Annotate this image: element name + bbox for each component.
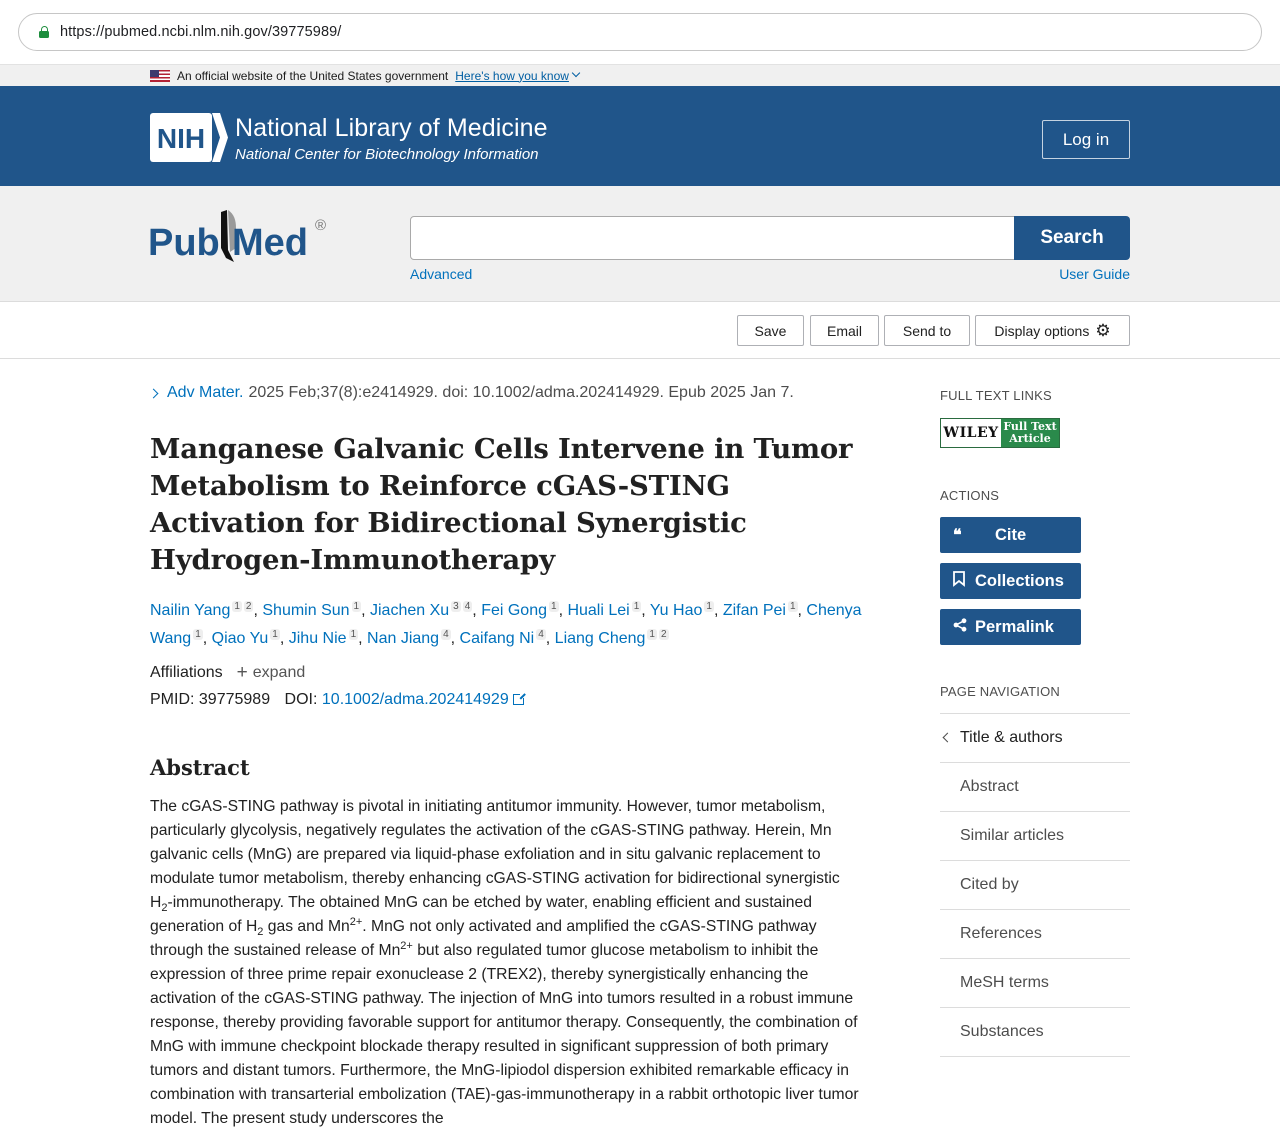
affiliation-ref[interactable]: 1 [789,601,796,612]
affiliation-ref[interactable]: 1 [706,601,712,612]
abstract-fragment: but also regulated tumor glucose metabolism to inhibit the expression of three prime repair exonuclease 2 (TREX2), thereby synergistically enhancing the activation of the cGAS-STING pathway. The injection of MnG into tumors resulted in a robust immune response, thereby providing favorable support for antitumor therapy. Consequently, the combination of MnG with immune checkpoint blockade therapy resulted in significant suppression of both primary tumors and distant tumors. Furthermore, the MnG-lipiodol dispersion exhibited remarkable efficacy in combination with transarterial embolization (TAE)-gas-immunotherapy in a rabbit orthotopic liver tumor model. The present study underscores the [150,942,859,1127]
nih-header [0,86,1280,186]
author-link[interactable]: Huali Lei [567,602,630,619]
cite-button[interactable]: ❝ Cite [940,517,1081,553]
affiliation-ref[interactable]: 4 [538,629,544,640]
doi-label: DOI: [284,691,318,708]
gear-icon: ⚙ [1095,321,1111,340]
abstract-fragment: The cGAS-STING pathway is pivotal in initiating antitumor immunity. However, tumor metabolism, particularly glycolysis, negatively regulates the activation of the cGAS-STING pathway. Herein, Mn galvanic cells (MnG) are prepared via liquid-phase exfoliation and in situ galvanic replacement to modulate tumor metabolism, thereby enhancing cGAS-STING activation for bidirectional synergistic H [150,798,840,911]
author-link[interactable]: Caifang Ni [459,630,535,647]
affiliations-label: Affiliations [150,663,223,681]
author-link[interactable]: Nan Jiang [367,630,440,647]
abstract-fragment: 2 [257,926,264,939]
author-link[interactable]: Fei Gong [481,602,547,619]
affiliation-ref[interactable]: 1 [353,601,360,612]
svg-text:Med: Med [232,222,308,264]
article-main [150,384,865,1131]
page-nav-item[interactable] [940,959,1130,1008]
page-nav-label: Similar articles [960,827,1065,844]
pmid-label: PMID: [150,691,195,708]
permalink-button[interactable]: Permalink [940,609,1081,645]
display-options-button[interactable] [975,315,1130,346]
wiley-logo: WILEY [941,419,1001,447]
page-nav-label: Cited by [960,876,1019,893]
svg-text:NIH: NIH [156,123,206,154]
search-button[interactable]: Search [1014,216,1130,260]
page-nav-label: Substances [960,1023,1044,1040]
affiliation-ref[interactable]: 1 [234,601,240,612]
author-link[interactable]: Shumin Sun [262,602,350,619]
wiley-full-text-link[interactable] [940,418,1060,448]
send-to-button[interactable]: Send to [884,315,970,346]
affiliation-ref[interactable]: 1 [649,629,655,640]
affiliation-ref[interactable]: 1 [350,629,357,640]
ncbi-subtitle: National Center for Biotechnology Information [235,146,539,163]
abstract-fragment: 2 [161,902,168,915]
page-nav-item[interactable] [940,812,1130,861]
pubmed-logo[interactable] [148,208,334,274]
author-link[interactable]: Chenya Wang [150,602,862,647]
affiliation-ref[interactable]: 1 [195,629,201,640]
abstract-fragment: . MnG not only activated and amplified the cGAS-STING pathway through the sustained release of Mn [150,918,817,959]
author-link[interactable]: Yu Hao [649,602,703,619]
actions-heading: ACTIONS [940,488,1000,503]
external-link-icon [513,694,524,705]
us-flag-icon [150,70,170,82]
doi-link[interactable]: 10.1002/adma.202414929 [322,691,524,708]
page-nav-item[interactable] [940,1008,1130,1057]
login-button[interactable]: Log in [1042,120,1130,159]
author-link[interactable]: Liang Cheng [554,630,646,647]
expand-affiliations-button[interactable]: expand [252,663,306,681]
page-nav-item[interactable] [940,910,1130,959]
collections-button[interactable]: Collections [940,563,1081,599]
page-nav-item[interactable] [940,714,1130,763]
nlm-title: National Library of Medicine [235,114,548,142]
gov-banner-text: An official website of the United States government [177,68,449,83]
svg-text:®: ® [315,217,327,234]
affiliation-ref[interactable]: 2 [660,629,667,640]
citation-line [150,384,865,402]
wiley-full-text-label: Full Text Article [1001,419,1059,447]
search-input[interactable] [410,216,1015,260]
page-navigation-list [940,713,1130,1057]
page-navigation-heading: PAGE NAVIGATION [940,684,1061,699]
user-guide-link[interactable]: User Guide [1059,266,1130,282]
affiliation-ref[interactable]: 1 [551,601,557,612]
abstract-fragment: 2+ [400,939,413,952]
authors-list: Nailin Yang $^1$ $^2$ , Shumin Sun $^1$ , Jiachen Xu $^3$ $^4$ , Fei Gong $^1$ , Huali Lei $^1$ , Yu Hao $^1$ , Zifan Pei $^1$ , Chenya Wang $^1$ , Qiao Yu $^1$ , Jihu Nie $^1$ , Nan Jiang $^4$ , Caifang Ni $^4$ , Liang Cheng $^1$ $^2$ [150,601,862,647]
affiliation-ref[interactable]: 1 [272,629,278,640]
affiliation-ref[interactable]: 3 [453,601,459,612]
article-title: Manganese Galvanic Cells Intervene in Tumor Metabolism to Reinforce cGAS-STING Activation for Bidirectional Synergistic Hydrogen-Immunotherapy [150,433,853,576]
identifiers [150,691,865,709]
page-nav-label: Abstract [960,778,1019,795]
url-text[interactable]: https://pubmed.ncbi.nlm.nih.gov/39775989/ [60,24,342,40]
page-nav-label: References [960,925,1042,942]
full-text-links-heading: FULL TEXT LINKS [940,388,1052,403]
chevron-right-icon[interactable] [149,388,159,398]
gov-banner [0,64,1280,86]
affiliation-ref[interactable]: 4 [464,601,471,612]
plus-icon[interactable]: + [236,662,248,683]
nlm-title-block[interactable] [235,114,548,163]
affiliation-ref[interactable]: 4 [443,629,449,640]
abstract-fragment: 2+ [349,915,363,928]
save-button[interactable]: Save [737,315,804,346]
abstract-heading: Abstract [150,755,250,780]
author-link[interactable]: Jihu Nie [288,630,347,647]
nih-logo[interactable] [150,113,228,162]
affiliations-row [150,663,865,682]
author-link[interactable]: Qiao Yu [211,630,269,647]
lock-icon [39,26,49,38]
page-nav-label: Title & authors [960,729,1063,746]
sidebar [940,388,1130,1057]
journal-link[interactable]: Adv Mater. [167,384,244,401]
page-nav-item[interactable] [940,763,1130,812]
svg-text:Pub: Pub [148,222,220,264]
how-you-know-link[interactable]: Here's how you know [455,68,569,83]
quote-icon: ❝ [953,527,962,544]
affiliation-ref[interactable]: 1 [633,601,640,612]
chevron-down-icon [572,68,580,76]
search-area [0,186,1280,302]
author-link[interactable]: Jiachen Xu [370,602,450,619]
browser-chrome [0,0,1280,64]
page-nav-label: MeSH terms [960,974,1049,991]
affiliation-ref[interactable]: 2 [245,601,252,612]
email-button[interactable]: Email [810,315,879,346]
abstract-text [150,795,865,1131]
pmid-value: 39775989 [198,691,271,708]
address-bar[interactable] [18,13,1262,51]
share-icon [953,618,975,637]
advanced-search-link[interactable]: Advanced [410,266,473,282]
author-link[interactable]: Nailin Yang [150,602,231,619]
abstract-fragment: -immunotherapy. The obtained MnG can be etched by water, enabling efficient and sustained generation of H [150,894,812,935]
author-link[interactable]: Zifan Pei [722,602,786,619]
article-toolbar [0,302,1280,359]
page-nav-item[interactable] [940,861,1130,910]
chevron-left-icon [943,733,953,743]
bookmark-icon [953,571,975,591]
citation-text: 2025 Feb;37(8):e2414929. doi: 10.1002/adma.202414929. Epub 2025 Jan 7. [248,384,794,401]
display-options-label: Display options [994,322,1090,339]
abstract-fragment: gas and Mn [263,918,350,935]
